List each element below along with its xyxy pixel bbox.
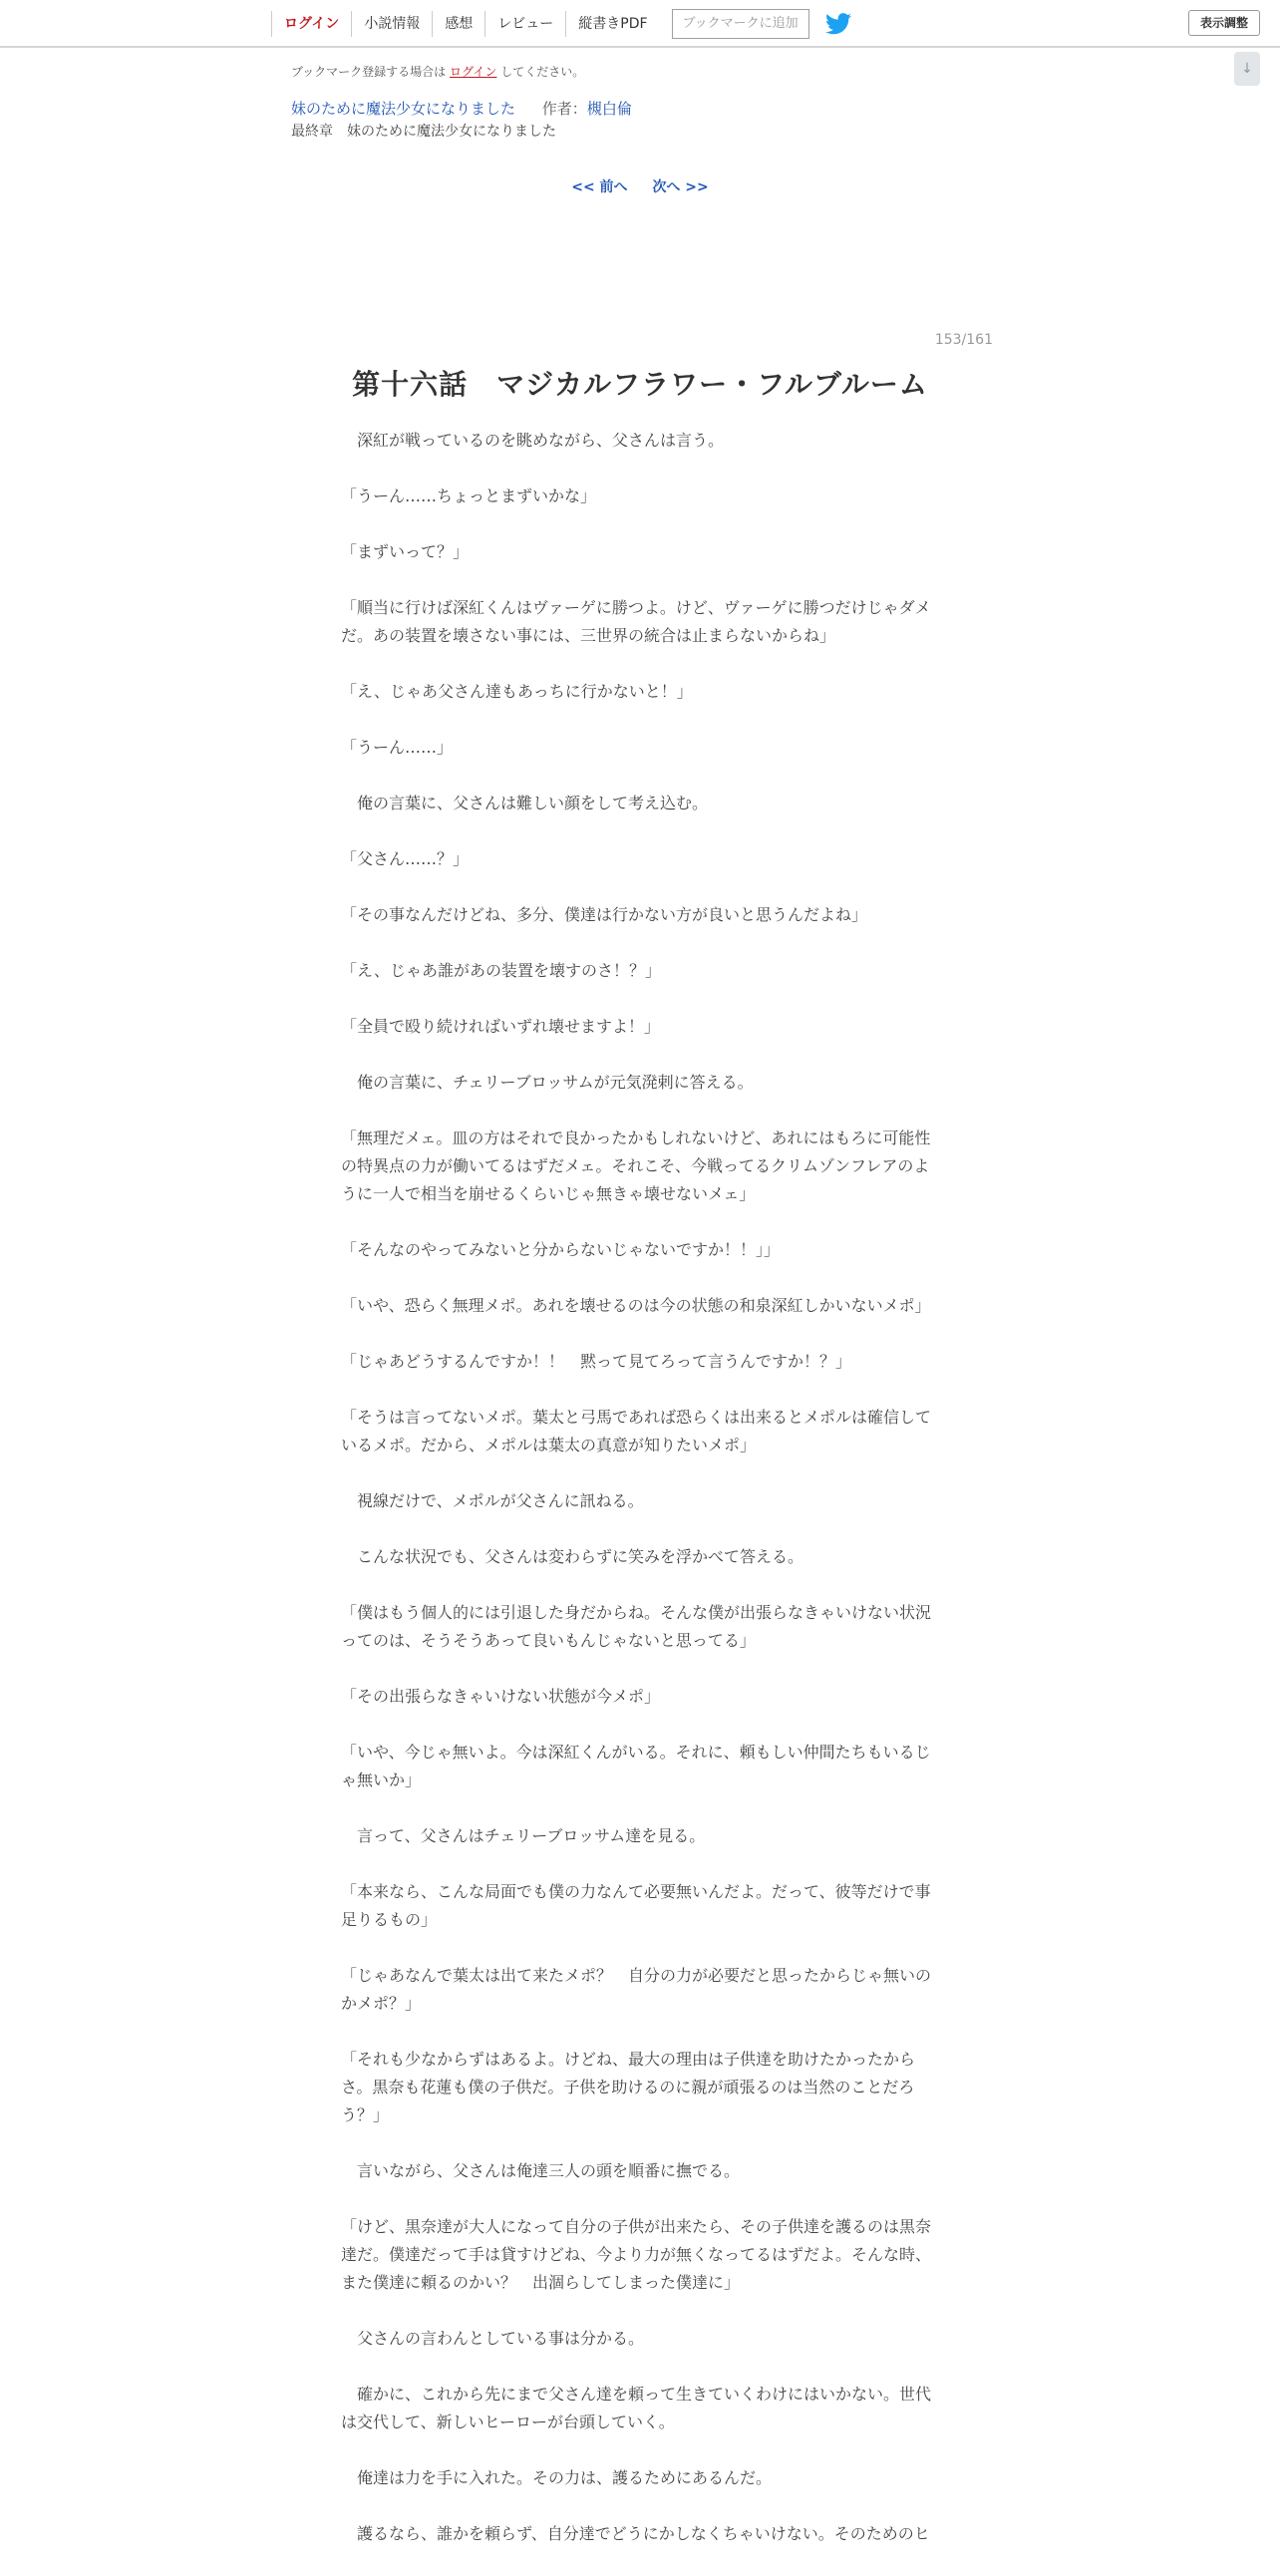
body-paragraph: 「え、じゃあ父さん達もあっちに行かないと！」 [341,682,693,701]
body-paragraph: 俺の言葉に、父さんは難しい顔をして考え込む。 [341,794,709,812]
login-note-link[interactable]: ログイン [450,65,497,79]
body-paragraph: 「僕はもう個人的には引退した身だからね。そんな僕が出張らなきゃいけない状況ってのは、そうそうあって良いもんじゃないと思ってる」 [341,1603,932,1650]
bookmark-login-note [291,63,584,80]
body-paragraph: 「けど、黒奈達が大人になって自分の子供が出来たら、その子供達を護るのは黒奈達だ。僕達だって手は貸すけどね、今より力が無くなってるはずだよ。そんな時、また僕達に頼るのかい？ 出涸らしてしまった僕達に」 [341,2217,932,2292]
global-nav [271,11,851,37]
body-paragraph: 「じゃあどうするんですか！！ 黙って見てろって言うんですか！？」 [341,1352,852,1371]
body-paragraph: 「そんなのやってみないと分からないじゃないですか！！」」 [341,1240,781,1259]
display-settings-button[interactable]: 表示調整 [1188,10,1260,36]
body-paragraph: 視線だけで、メポルが父さんに訊ねる。 [341,1491,644,1510]
body-paragraph: 「本来なら、こんな局面でも僕の力なんて必要無いんだよ。だって、彼等だけで事足りるもの」 [341,1882,931,1929]
chapter-section-title: 最終章 妹のために魔法少女になりました [291,124,556,140]
body-paragraph: 「え、じゃあ誰があの装置を壊すのさ！？」 [341,961,661,980]
top-navigation-bar [0,0,1280,48]
body-paragraph: 護るなら、誰かを頼らず、自分達でどうにかしなくちゃいけない。そのためのヒ [341,2524,930,2543]
twitter-bird-icon[interactable] [825,13,851,35]
nav-login-link[interactable]: ログイン [271,11,351,37]
body-paragraph: 「その出張らなきゃいけない状態が今メポ」 [341,1687,661,1706]
body-paragraph: 「いや、今じゃ無いよ。今は深紅くんがいる。それに、頼もしい仲間たちもいるじゃ無いか」 [341,1743,931,1789]
body-paragraph: 「まずいって？」 [341,542,470,561]
body-paragraph: 俺の言葉に、チェリーブロッサムが元気溌剌に答える。 [341,1073,754,1092]
body-paragraph: 「順当に行けば深紅くんはヴァーゲに勝つよ。けど、ヴァーゲに勝つだけじゃダメだ。あの装置を壊さない事には、三世界の統合は止まらないからね」 [341,598,931,645]
body-paragraph: 「それも少なからずはあるよ。けどね、最大の理由は子供達を助けたかったからさ。黒奈も花蓮も僕の子供だ。子供を助けるのに親が頑張るのは当然のことだろう？」 [341,2050,916,2124]
next-chapter-link[interactable]: 次へ >> [652,179,709,195]
login-note-prefix: ブックマーク登録する場合は [291,65,447,79]
body-paragraph: 「うーん……」 [341,738,454,757]
novel-title-link[interactable]: 妹のために魔法少女になりました [291,100,516,118]
body-paragraph: 「うーん……ちょっとまずいかな」 [341,486,597,505]
nav-impressions-link[interactable]: 感想 [432,11,484,37]
page-count: 153/161 [934,332,993,348]
body-paragraph: 言いながら、父さんは俺達三人の頭を順番に撫でる。 [341,2161,741,2180]
body-paragraph: 「そうは言ってないメポ。葉太と弓馬であれば恐らくは出来るとメポルは確信しているメポ。だから、メポルは葉太の真意が知りたいメポ」 [341,1408,932,1454]
body-paragraph: 確かに、これから先にまで父さん達を頼って生きていくわけにはいかない。世代は交代して、新しいヒーローが台頭していく。 [341,2385,932,2431]
body-paragraph: 言って、父さんはチェリーブロッサム達を見る。 [341,1826,706,1845]
author-name-link[interactable]: 槻白倫 [586,100,632,118]
chapter-pager [0,176,1280,196]
chapter-title: 第十六話 マジカルフラワー・フルブルーム [352,368,928,401]
body-paragraph: 「その事なんだけどね、多分、僕達は行かない方が良いと思うんだよね」 [341,905,868,924]
body-paragraph: 俺達は力を手に入れた。その力は、護るためにあるんだ。 [341,2468,773,2487]
body-paragraph: 「じゃあなんで葉太は出て来たメポ？ 自分の力が必要だと思ったからじゃ無いのかメポ？」 [341,1966,932,2013]
body-paragraph: 「父さん……？」 [341,849,470,868]
chapter-body [341,427,939,2576]
scroll-down-button[interactable]: ↓ [1234,52,1260,86]
add-bookmark-button[interactable]: ブックマークに追加 [672,9,809,39]
nav-novel-info-link[interactable]: 小説情報 [351,11,432,37]
novel-header [291,98,632,119]
body-paragraph: 深紅が戦っているのを眺めながら、父さんは言う。 [341,431,725,450]
nav-vertical-pdf-link[interactable]: 縦書きPDF [565,11,659,37]
body-paragraph: 「いや、恐らく無理メポ。あれを壊せるのは今の状態の和泉深紅しかいないメポ」 [341,1296,931,1315]
nav-review-link[interactable]: レビュー [484,11,565,37]
author-label: 作者： [541,100,587,118]
body-paragraph: 「全員で殴り続ければいずれ壊せますよ！」 [341,1017,661,1036]
body-paragraph: 父さんの言わんとしている事は分かる。 [341,2329,645,2348]
body-paragraph: 「無理だメェ。皿の方はそれで良かったかもしれないけど、あれにはもろに可能性の特異点の力が働いてるはずだメェ。それこそ、今戦ってるクリムゾンフレアのように一人で相当を崩せるくらいじゃ無きゃ壊せないメェ」 [341,1128,931,1203]
body-paragraph: こんな状況でも、父さんは変わらずに笑みを浮かべて答える。 [341,1547,804,1566]
login-note-suffix: してください。 [500,65,585,79]
prev-chapter-link[interactable]: << 前へ [571,179,628,195]
